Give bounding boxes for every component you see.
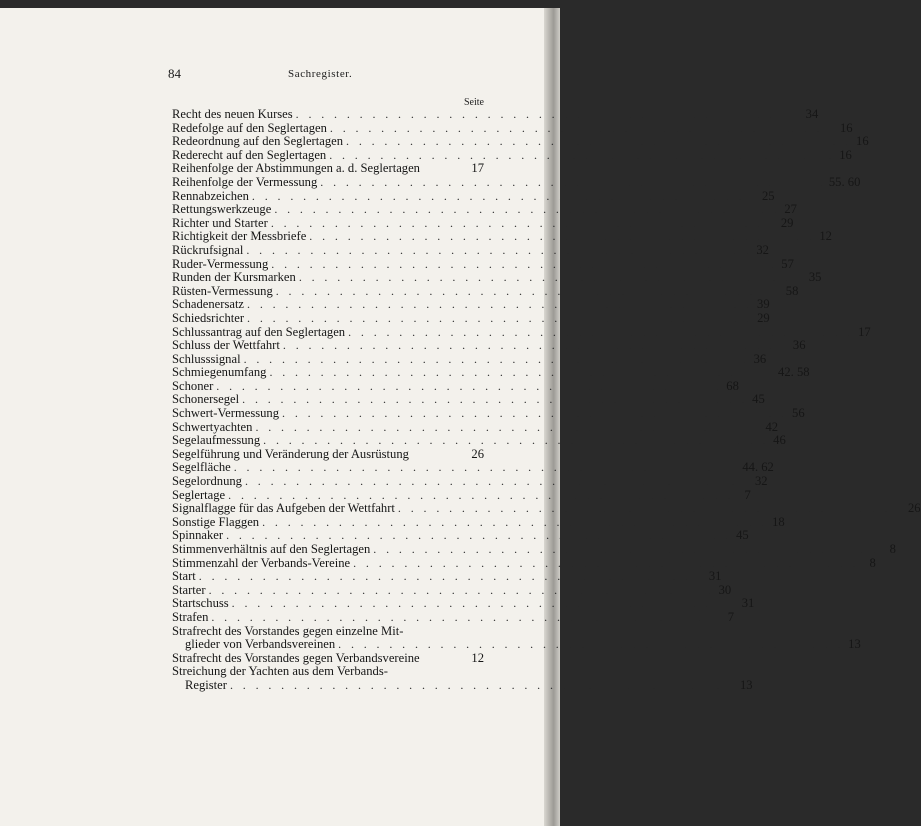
dot-leader: . . . . . . . . . . . . . . . . . . . . . . . . . . . . . . . . . . . . . . . . — [251, 188, 758, 203]
index-entry — [172, 202, 797, 217]
index-entry-page: 34 — [805, 107, 819, 121]
dot-leader: . . . . . . . . . . . . . . . . . . . . . . . . . . . . . . . . . . . . . . . . — [216, 378, 722, 393]
index-entry-page: 36 — [753, 351, 767, 366]
running-title: Sachregister. — [288, 68, 353, 80]
dot-leader: . . . . . . . . . . . . . . . . . . . . . . . . . . . . . . . . . . . . . . . . — [295, 107, 802, 121]
index-entry-term: Redeordnung auf den Seglertagen — [172, 134, 344, 149]
index-entry-page: 17 — [471, 161, 484, 176]
dot-leader: . . . . . . . . . . . . . . . . . . . . . . . . . . . . . . . . . . . . . . . . — [247, 310, 753, 325]
index-entry — [172, 351, 767, 367]
index-entry-page: 39 — [757, 297, 770, 312]
index-entry-page: 29 — [780, 215, 794, 230]
index-entry-page: 27 — [784, 202, 797, 217]
index-entry-term: Schluss der Wettfahrt — [172, 338, 280, 353]
index-entry-page: 56 — [792, 406, 805, 421]
index-entry — [172, 120, 853, 136]
index-entry — [172, 406, 805, 421]
index-entry-term: Signalflagge für das Aufgeben der Wettfahrt — [172, 501, 395, 516]
index-entry-term: Segelaufmessung — [172, 433, 261, 448]
dot-leader: . . . . . . . . . . . . . . . . . . . . . . . . . . . . . . . . . . . . . . . . — [338, 637, 844, 652]
dot-leader: . . . . . . . . . . . . . . . . . . . . . . . . . . . . . . . . . . . . . . . . — [282, 338, 789, 353]
index-entry — [172, 174, 861, 190]
dot-leader: . . . . . . . . . . . . . . . . . . . . . . . . . . . . . . . . . . . . . . . . — [346, 134, 852, 149]
index-entry — [172, 310, 770, 326]
index-entry-term: Schlussantrag auf den Seglertagen — [172, 324, 346, 339]
dot-leader: . . . . . . . . . . . . . . . . . . . . . . . . . . . . . . . . . . . . . . . . — [246, 242, 752, 257]
dot-leader: . . . . . . . . . . . . . . . . . . . . . . . . . . . . . . . . . . . . . . . . — [255, 419, 762, 434]
dot-leader: . . . . . . . . . . . . . . . . . . . . . . . . . . . . . . . . . . . . . . . . — [270, 215, 777, 230]
index-entry-page: 29 — [757, 310, 770, 325]
index-entry — [172, 338, 806, 353]
index-entry-page: 13 — [848, 637, 861, 652]
index-entry-page: 26 — [907, 501, 921, 516]
dot-leader: . . . . . . . . . . . . . . . . . . . . . . . . . . . . . . . . . . . . . . . . — [269, 365, 776, 380]
page-number: 84 — [168, 66, 181, 81]
index-entry-page: 36 — [792, 338, 806, 353]
index-entry — [172, 365, 810, 380]
dot-leader: . . . . . . . . . . . . . . . . . . . . . . . . . . . . . . . . . . . . . . . . — [243, 351, 750, 366]
index-entry-term: Schwertyachten — [172, 419, 253, 434]
index-entry-page: 45 — [736, 528, 749, 543]
dot-leader: . . . . . . . . . . . . . . . . . . . . . . . . . . . . . . . . . . . . . . . . — [298, 270, 805, 285]
index-entry — [172, 188, 775, 204]
index-entry-page: 8 — [889, 542, 896, 556]
index-entry — [172, 609, 734, 625]
index-entry — [172, 569, 722, 584]
index-entry — [172, 392, 765, 407]
index-entry — [172, 324, 871, 340]
index-entry-page: 16 — [839, 120, 853, 135]
index-entry — [172, 448, 484, 462]
index-entry-page: 12 — [471, 650, 484, 665]
running-header — [166, 66, 472, 82]
index-entry-term: Spinnaker — [172, 528, 224, 543]
index-entry — [172, 652, 484, 666]
index-entry-term: glieder von Verbandsvereinen — [185, 637, 336, 652]
index-entry-page: 46 — [773, 433, 786, 448]
index-entry-term: Schoner — [172, 378, 214, 393]
index-entry-term: Stimmenverhältnis auf den Seglertagen — [172, 542, 371, 556]
index-entry-term: Strafrecht des Vorstandes gegen Verbandsvereine — [172, 650, 420, 665]
index-entry-page: 58 — [785, 283, 799, 298]
dot-leader: . . . . . . . . . . . . . . . . . . . . . . . . . . . . . . . . . . . . . . . . — [320, 174, 826, 189]
index-entry — [172, 283, 799, 299]
dot-leader: . . . . . . . . . . . . . . . . . . . . . . . . . . . . . . . . . . . . . . . . — [373, 542, 879, 556]
dot-leader: . . . . . . . . . . . . . . . . . . . . . . . . . . . . . . . . . . . . . . . . — [353, 555, 859, 570]
index-entry-term: Segelführung und Veränderung der Ausrüstung — [172, 446, 409, 461]
dot-leader: . . . . . . . . . . . . . . . . . . . . . . . . . . . . . . . . . . . . . . . . — [275, 283, 782, 298]
dot-leader: . . . . . . . . . . . . . . . . . . . . . . . . . . . . . . . . . . . . . . . . — [198, 569, 705, 584]
dot-leader: . . . . . . . . . . . . . . . . . . . . . . . . . . . . . . . . . . . . . . . . — [329, 147, 835, 162]
index-entry-term: Rückrufsignal — [172, 242, 244, 257]
index-entry-term: Redefolge auf den Seglertagen — [172, 120, 327, 135]
index-entry — [172, 542, 896, 557]
index-entry-term: Schadenersatz — [172, 297, 245, 312]
index-entry-page: 25 — [761, 188, 775, 203]
index-entry-term: Schiedsrichter — [172, 310, 245, 325]
dot-leader: . . . . . . . . . . . . . . . . . . . . . . . . . . . . . . . . . . . . . . . . — [274, 202, 780, 217]
index-entry-term: Streichung der Yachten aus dem Verbands- — [172, 664, 388, 679]
index-entry-term: Seglertage — [172, 487, 226, 502]
index-entry — [172, 677, 753, 693]
index-entry-page: 8 — [869, 555, 876, 570]
index-entry-term: Start — [172, 569, 196, 584]
index-entry-term: Strafrecht des Vorstandes gegen einzelne Mit- — [172, 623, 404, 638]
index-entry-page: 68 — [726, 378, 739, 393]
index-entry — [172, 625, 484, 639]
index-entry-term: Schmiegenumfang — [172, 365, 267, 380]
index-entry-term: Segelfläche — [172, 460, 231, 475]
index-entry — [172, 419, 779, 435]
index-entry-page: 7 — [727, 609, 734, 624]
dot-leader: . . . . . . . . . . . . . . . . . . . . . . . . . . . . . . . . . . . . . . . . — [244, 474, 751, 489]
index-entry — [172, 596, 755, 611]
dot-leader: . . . . . . . . . . . . . . . . . . . . . . . . . . . . . . . . . . . . . . . . — [309, 229, 815, 244]
index-entry-term: Reihenfolge der Abstimmungen a. d. Seglertagen — [172, 161, 420, 176]
index-entry — [172, 147, 852, 163]
dot-leader: . . . . . . . . . . . . . . . . . . . . . . . . . . . . . . . . . . . . . . . . — [228, 487, 734, 502]
index-entry — [172, 555, 876, 571]
index-entry-page: 18 — [772, 514, 785, 529]
index-entry-page: 26 — [471, 446, 484, 461]
dot-leader: . . . . . . . . . . . . . . . . . . . . . . . . . . . . . . . . . . . . . . . . — [242, 392, 748, 407]
index-entry-term: Ruder-Vermessung — [172, 256, 269, 271]
index-entry — [172, 582, 732, 598]
index-entry — [172, 162, 484, 176]
index-entry-page: 45 — [752, 392, 765, 407]
index-entry — [172, 460, 774, 475]
index-entry-page: 32 — [754, 474, 768, 489]
index-list — [172, 107, 921, 693]
index-entry — [172, 242, 769, 258]
index-entry — [172, 297, 770, 312]
index-entry — [172, 501, 921, 516]
index-entry-page: 55. 60 — [828, 174, 861, 189]
index-entry-page: 13 — [740, 677, 753, 692]
index-entry — [172, 514, 785, 530]
index-entry — [172, 229, 832, 244]
index-entry-term: Segelordnung — [172, 474, 242, 489]
index-entry-page: 35 — [808, 270, 822, 285]
index-entry-term: Startschuss — [172, 596, 229, 611]
dot-leader: . . . . . . . . . . . . . . . . . . . . . . . . . . . . . . . . . . . . . . . . — [226, 528, 732, 543]
index-entry — [172, 637, 861, 652]
dot-leader: . . . . . . . . . . . . . . . . . . . . . . . . . . . . . . . . . . . . . . . . — [229, 677, 736, 692]
index-entry — [172, 474, 768, 489]
index-entry — [172, 487, 751, 503]
index-entry-page: 57 — [781, 256, 794, 271]
index-entry-term: Rennabzeichen — [172, 188, 249, 203]
dot-leader: . . . . . . . . . . . . . . . . . . . . . . . . . . . . . . . . . . . . . . . . — [348, 324, 854, 339]
column-label: Seite — [464, 97, 484, 108]
index-entry-term: Stimmenzahl der Verbands-Vereine — [172, 555, 351, 570]
index-entry — [172, 665, 484, 679]
index-entry-page: 31 — [708, 569, 722, 584]
index-entry-page: 32 — [756, 242, 769, 257]
dot-leader: . . . . . . . . . . . . . . . . . . . . . . . . . . . . . . . . . . . . . . . . — [247, 297, 753, 312]
dot-leader: . . . . . . . . . . . . . . . . . . . . . . . . . . . . . . . . . . . . . . . . — [262, 514, 768, 529]
index-entry-page: 17 — [858, 324, 871, 339]
index-entry-term: Sonstige Flaggen — [172, 514, 260, 529]
index-entry — [172, 107, 819, 122]
dot-leader: . . . . . . . . . . . . . . . . . . . . . . . . . . . . . . . . . . . . . . . . — [282, 406, 788, 421]
index-entry-page: 7 — [744, 487, 751, 502]
index-entry-page: 31 — [741, 596, 755, 611]
index-entry-page: 42 — [765, 419, 779, 434]
index-entry — [172, 134, 869, 149]
index-entry-page: 12 — [819, 229, 832, 244]
index-entry — [172, 256, 794, 272]
index-entry-term: Strafen — [172, 609, 209, 624]
index-entry-page: 42. 58 — [778, 365, 810, 380]
index-entry-term: Rettungswerkzeuge — [172, 202, 272, 217]
index-entry-term: Runden der Kursmarken — [172, 270, 296, 285]
index-entry-term: Rüsten-Vermessung — [172, 283, 273, 298]
dot-leader: . . . . . . . . . . . . . . . . . . . . . . . . . . . . . . . . . . . . . . . . — [211, 609, 717, 624]
index-entry-page: 44. 62 — [742, 460, 774, 475]
index-entry-term: Reihenfolge der Vermessung — [172, 174, 318, 189]
index-entry-term: Schlusssignal — [172, 351, 241, 366]
index-entry-term: Register — [185, 677, 227, 692]
dot-leader: . . . . . . . . . . . . . . . . . . . . . . . . . . . . . . . . . . . . . . . . — [208, 582, 715, 597]
index-entry — [172, 433, 786, 448]
dot-leader: . . . . . . . . . . . . . . . . . . . . . . . . . . . . . . . . . . . . . . . . — [397, 501, 904, 516]
dot-leader: . . . . . . . . . . . . . . . . . . . . . . . . . . . . . . . . . . . . . . . . — [329, 120, 836, 135]
index-entry — [172, 215, 794, 231]
index-entry-term: Recht des neuen Kurses — [172, 107, 293, 121]
index-entry — [172, 528, 749, 543]
index-entry-term: Richtigkeit der Messbriefe — [172, 229, 307, 244]
index-entry-term: Starter — [172, 582, 206, 597]
index-entry-term: Rederecht auf den Seglertagen — [172, 147, 327, 162]
index-entry-term: Richter und Starter — [172, 215, 268, 230]
index-entry-page: 16 — [839, 147, 852, 162]
index-entry-page: 16 — [856, 134, 869, 149]
dot-leader: . . . . . . . . . . . . . . . . . . . . . . . . . . . . . . . . . . . . . . . . — [271, 256, 777, 271]
index-entry — [172, 270, 822, 285]
dot-leader: . . . . . . . . . . . . . . . . . . . . . . . . . . . . . . . . . . . . . . . . — [233, 460, 740, 475]
index-entry — [172, 378, 739, 394]
index-entry-page: 30 — [718, 582, 732, 597]
dot-leader: . . . . . . . . . . . . . . . . . . . . . . . . . . . . . . . . . . . . . . . . — [231, 596, 738, 611]
dot-leader: . . . . . . . . . . . . . . . . . . . . . . . . . . . . . . . . . . . . . . . . — [263, 433, 769, 448]
index-entry-term: Schonersegel — [172, 392, 240, 407]
index-entry-term: Schwert-Vermessung — [172, 406, 280, 421]
